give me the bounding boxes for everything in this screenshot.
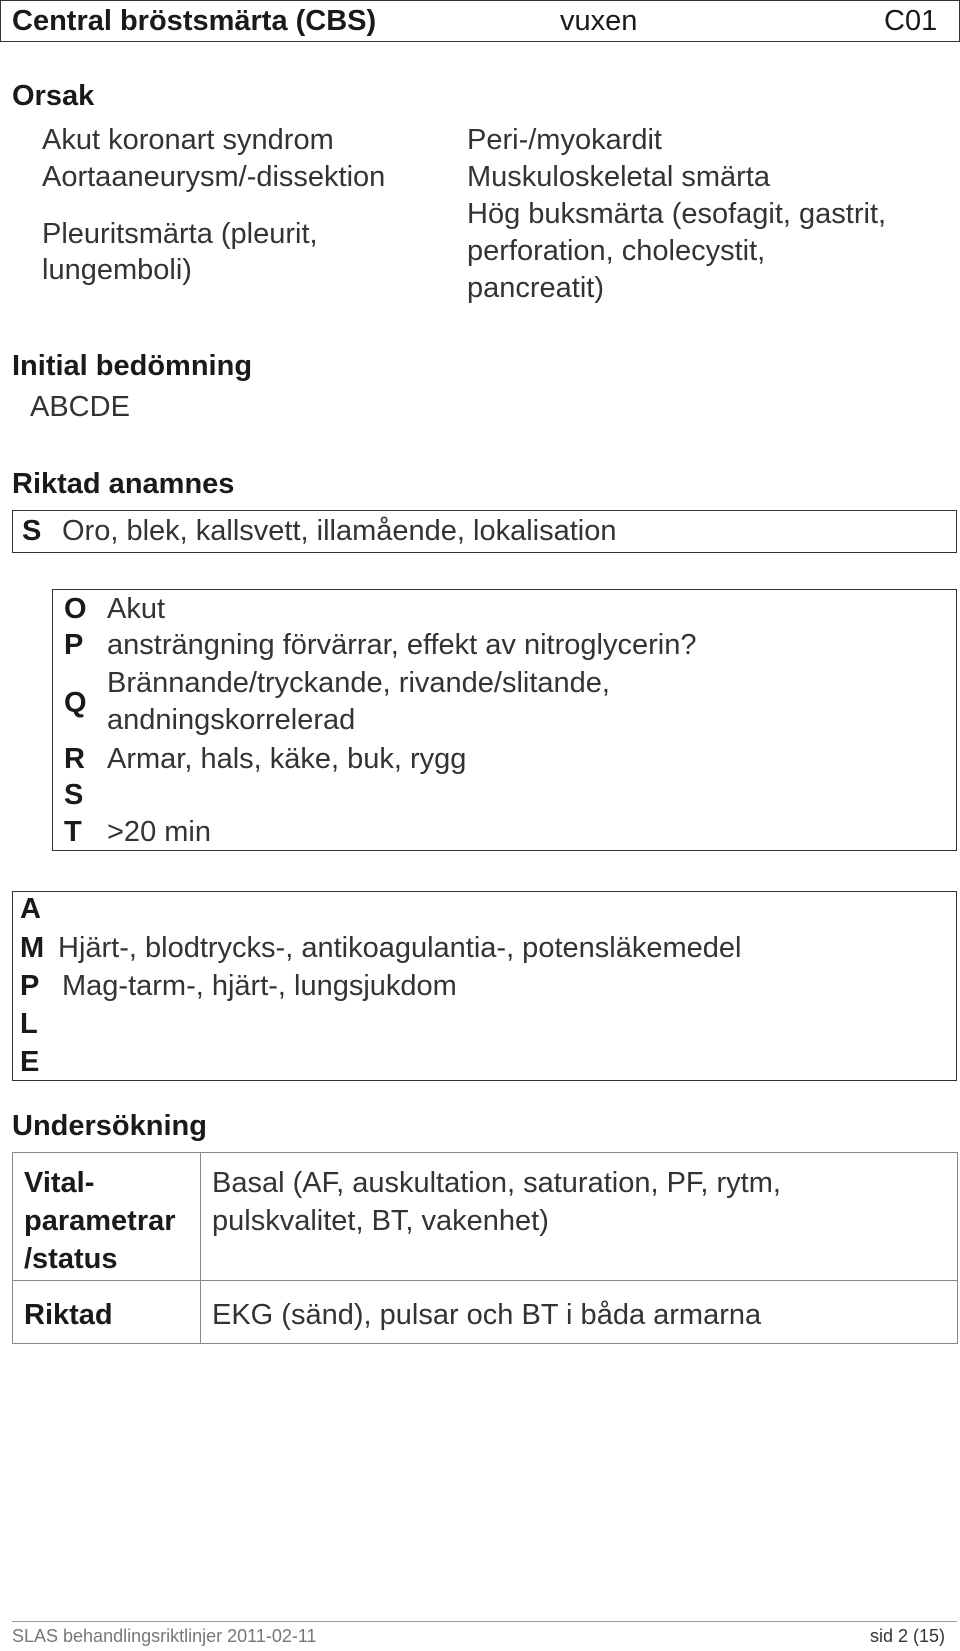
orsak-right-item: pancreatit) [467, 272, 605, 304]
opqrst-letter: Q [64, 687, 87, 719]
opqrst-text: Armar, hals, käke, buk, rygg [107, 743, 467, 775]
section-heading-anamnes: Riktad anamnes [12, 468, 235, 500]
section-heading-orsak: Orsak [12, 80, 95, 112]
initial-text: ABCDE [30, 391, 130, 423]
orsak-right-item: Muskuloskeletal smärta [467, 161, 770, 193]
orsak-right-item: perforation, cholecystit, [467, 235, 766, 267]
row-text: Basal (AF, auskultation, saturation, PF, rytm, [212, 1167, 781, 1199]
footer-right: sid 2 (15) [870, 1626, 946, 1646]
row-text: EKG (sänd), pulsar och BT i båda armarna [212, 1299, 762, 1331]
opqrst-letter: R [64, 743, 85, 775]
opqrst-letter: O [64, 593, 87, 625]
row-label: Riktad [24, 1299, 113, 1331]
row-label: /status [24, 1243, 118, 1275]
opqrst-letter: P [64, 629, 84, 661]
ample-letter: M [20, 932, 45, 964]
opqrst-text: ansträngning förvärrar, effekt av nitroglycerin? [107, 629, 697, 661]
section-heading-initial: Initial bedömning [12, 350, 253, 382]
opqrst-letter: S [64, 779, 84, 811]
opqrst-text: >20 min [107, 816, 211, 848]
opqrst-text-cont: andningskorrelerad [107, 704, 356, 736]
row-label: Vital- [24, 1167, 95, 1199]
row-text: pulskvalitet, BT, vakenhet) [212, 1205, 549, 1237]
s-label: S [22, 515, 42, 547]
orsak-left-item: Aortaaneurysm/-dissektion [42, 161, 386, 193]
ample-letter: P [20, 970, 40, 1002]
ample-letter: A [20, 893, 41, 925]
ample-letter: E [20, 1046, 40, 1078]
orsak-left-item: lungemboli) [42, 254, 192, 286]
s-text: Oro, blek, kallsvett, illamående, lokalisation [62, 515, 617, 547]
ample-text: Hjärt-, blodtrycks-, antikoagulantia-, potensläkemedel [58, 932, 742, 964]
row-label: parametrar [24, 1205, 176, 1237]
orsak-right-item: Hög buksmärta (esofagit, gastrit, [467, 198, 887, 230]
opqrst-text: Brännande/tryckande, rivande/slitande, [107, 667, 610, 699]
orsak-left-item: Pleuritsmärta (pleurit, [42, 218, 318, 250]
orsak-left-item: Akut koronart syndrom [42, 124, 334, 156]
ample-text: Mag-tarm-, hjärt-, lungsjukdom [62, 970, 457, 1002]
ample-letter: L [20, 1008, 38, 1040]
doc-group: vuxen [560, 5, 638, 37]
doc-code: C01 [884, 5, 938, 37]
opqrst-text: Akut [107, 593, 166, 625]
footer-divider [12, 1621, 957, 1622]
footer-left: SLAS behandlingsriktlinjer 2011-02-11 [12, 1626, 317, 1646]
doc-title: Central bröstsmärta (CBS) [12, 5, 377, 37]
orsak-right-item: Peri-/myokardit [467, 124, 662, 156]
section-heading-undersokning: Undersökning [12, 1110, 207, 1142]
opqrst-letter: T [64, 816, 82, 848]
